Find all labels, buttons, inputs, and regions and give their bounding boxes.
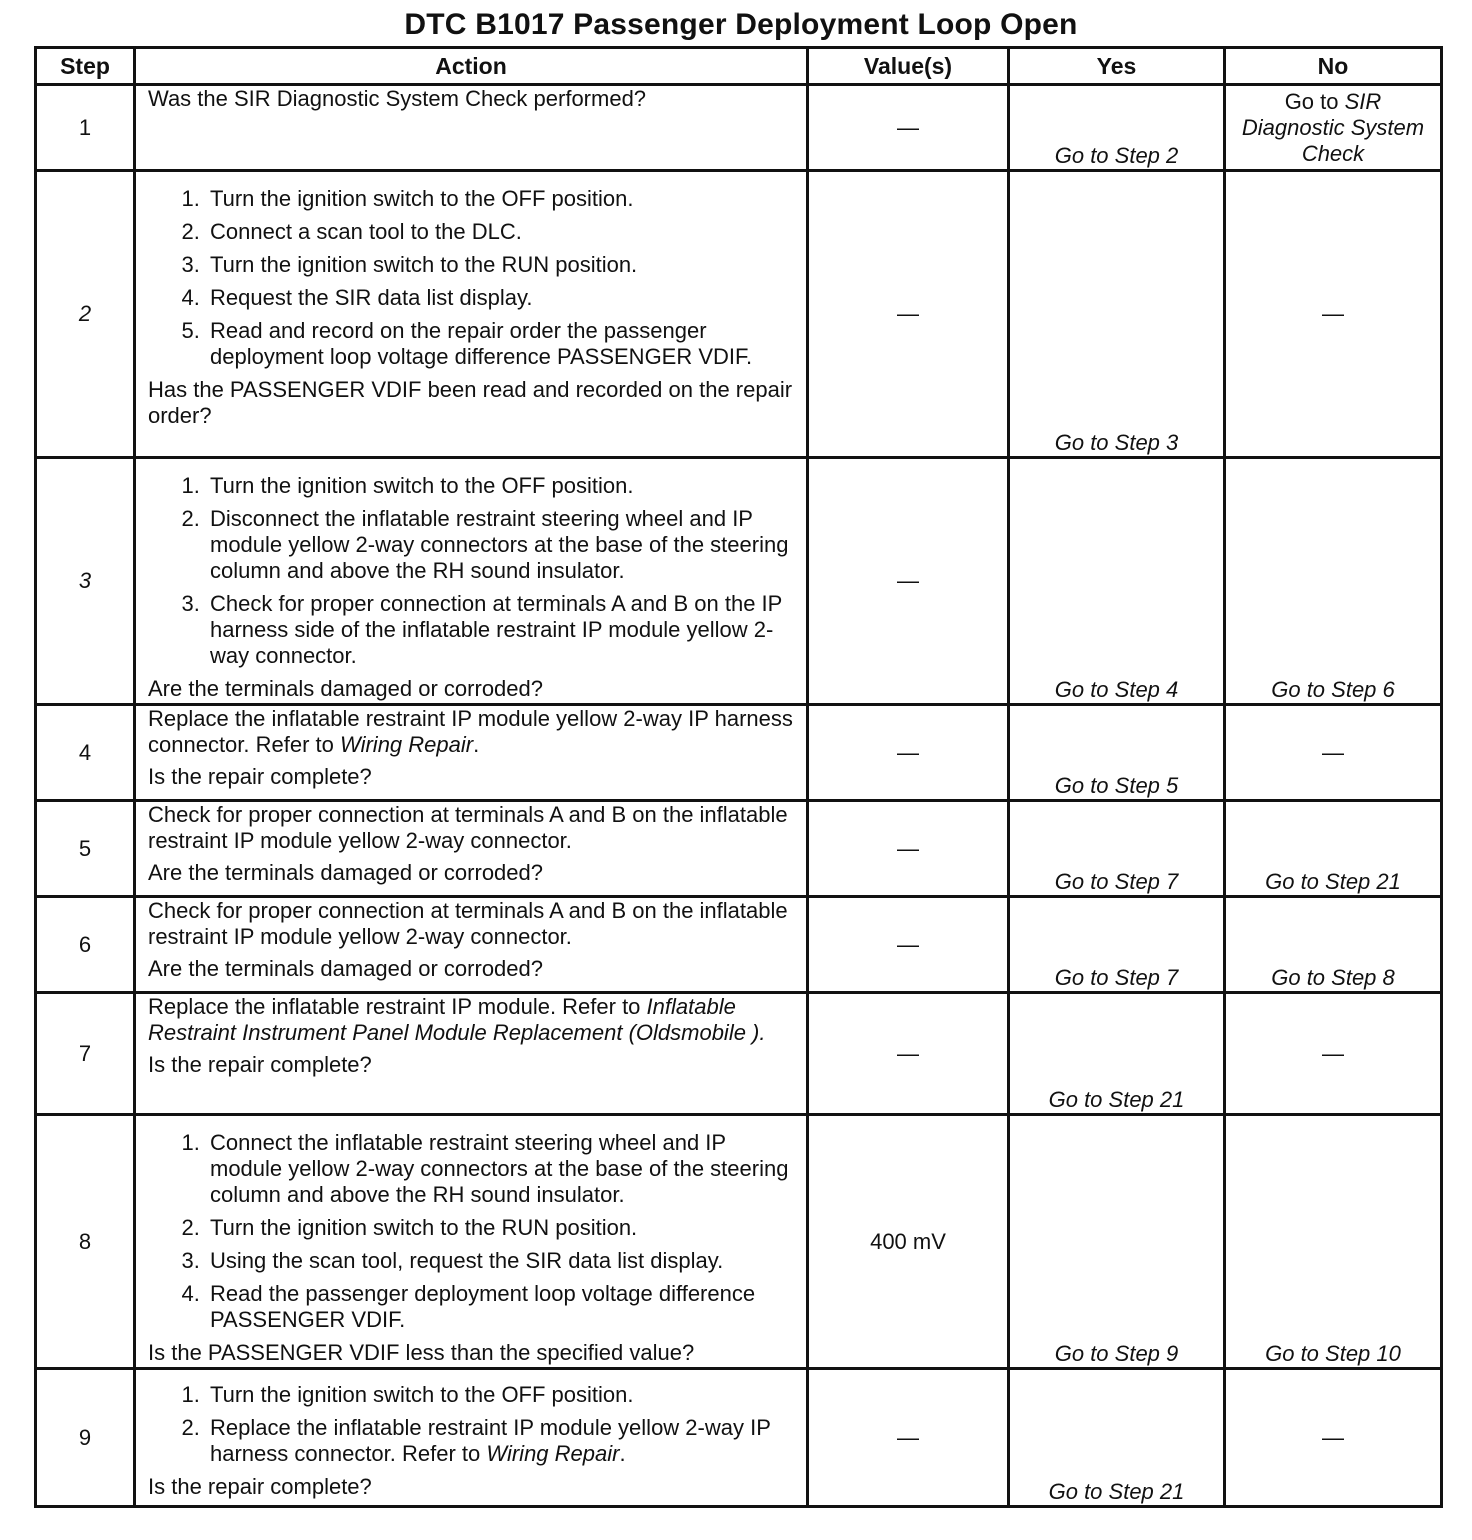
table-row — [36, 85, 1442, 171]
yes-cell: Go to Step 7 — [1009, 897, 1225, 993]
reference-link-text: Wiring Repair — [340, 732, 474, 757]
step-number: 5 — [36, 801, 135, 897]
header-yes: Yes — [1009, 48, 1225, 85]
action-cell — [135, 1369, 808, 1507]
action-cell — [135, 705, 808, 801]
table-row — [36, 801, 1442, 897]
no-prefix: Go to — [1284, 88, 1339, 114]
action-text: Replace the inflatable restraint IP module. Refer to Inflatable Restraint Instrument Panel Module Replacement (Oldsmobile ). — [148, 994, 766, 1045]
list-item: 2. Replace the inflatable restraint IP module yellow 2-way IP harness connector. Refer to Wiring Repair. — [206, 1415, 794, 1467]
reference-link-text: Inflatable Restraint Instrument Panel Module Replacement (Oldsmobile ). — [148, 994, 766, 1045]
value-cell: — — [808, 897, 1009, 993]
yes-cell: Go to Step 21 — [1009, 993, 1225, 1115]
action-question: Are the terminals damaged or corroded? — [148, 676, 543, 701]
no-cell: Go to Step 6 — [1225, 458, 1442, 705]
step-number: 8 — [36, 1115, 135, 1369]
no-cell: Go to Step 10 — [1225, 1115, 1442, 1369]
no-cell: — — [1225, 171, 1442, 458]
header-row — [36, 48, 1442, 85]
header-action: Action — [135, 48, 808, 85]
table-row — [36, 171, 1442, 458]
value-cell: — — [808, 705, 1009, 801]
action-cell — [135, 801, 808, 897]
list-item: 2. Turn the ignition switch to the RUN position. — [206, 1215, 794, 1241]
no-cell: Go to Step 21 — [1225, 801, 1442, 897]
value-cell: — — [808, 1369, 1009, 1507]
action-question: Is the PASSENGER VDIF less than the specified value? — [148, 1340, 695, 1365]
action-question: Are the terminals damaged or corroded? — [148, 860, 543, 885]
yes-cell: Go to Step 4 — [1009, 458, 1225, 705]
value-cell: — — [808, 993, 1009, 1115]
value-cell: — — [808, 85, 1009, 171]
table-row — [36, 993, 1442, 1115]
diagnostic-table — [34, 46, 1443, 1508]
list-item: 3. Check for proper connection at terminals A and B on the IP harness side of the inflatable restraint IP module yellow 2-way connector. — [206, 591, 794, 669]
list-item: 1. Turn the ignition switch to the OFF position. — [206, 1382, 794, 1408]
table-row — [36, 1115, 1442, 1369]
table-row — [36, 1369, 1442, 1507]
list-item: 3. Turn the ignition switch to the RUN position. — [206, 252, 794, 278]
table-row — [36, 458, 1442, 705]
action-text: Check for proper connection at terminals A and B on the inflatable restraint IP module yellow 2-way connector. — [148, 898, 788, 949]
action-cell — [135, 171, 808, 458]
list-item: 4. Request the SIR data list display. — [206, 285, 794, 311]
list-item: 1. Turn the ignition switch to the OFF position. — [206, 473, 794, 499]
yes-cell: Go to Step 21 — [1009, 1369, 1225, 1507]
value-cell: — — [808, 171, 1009, 458]
list-item: 2. Connect a scan tool to the DLC. — [206, 219, 794, 245]
action-text: Replace the inflatable restraint IP module yellow 2-way IP harness connector. Refer to Wiring Repair. — [148, 706, 793, 757]
action-question: Is the repair complete? — [148, 1052, 372, 1077]
action-cell — [135, 1115, 808, 1369]
action-question: Has the PASSENGER VDIF been read and recorded on the repair order? — [148, 377, 793, 428]
yes-cell: Go to Step 2 — [1009, 85, 1225, 171]
document-title: DTC B1017 Passenger Deployment Loop Open — [404, 8, 1078, 41]
no-cell: — — [1225, 1369, 1442, 1507]
action-question: Are the terminals damaged or corroded? — [148, 956, 543, 981]
table-row — [36, 705, 1442, 801]
action-cell — [135, 993, 808, 1115]
action-list — [148, 1130, 794, 1333]
list-item: 4. Read the passenger deployment loop voltage difference PASSENGER VDIF. — [206, 1281, 794, 1333]
action-list — [148, 186, 794, 370]
no-cell: Go to Step 8 — [1225, 897, 1442, 993]
yes-cell: Go to Step 9 — [1009, 1115, 1225, 1369]
action-cell — [135, 458, 808, 705]
step-number: 6 — [36, 897, 135, 993]
no-cell: — — [1225, 993, 1442, 1115]
value-cell: — — [808, 458, 1009, 705]
action-cell — [135, 85, 808, 171]
action-question: Is the repair complete? — [148, 764, 372, 789]
table-row — [36, 897, 1442, 993]
reference-link-text: Wiring Repair — [486, 1441, 620, 1466]
action-list — [148, 1382, 794, 1467]
step-number: 9 — [36, 1369, 135, 1507]
action-text: Check for proper connection at terminals A and B on the inflatable restraint IP module yellow 2-way connector. — [148, 802, 788, 853]
yes-cell: Go to Step 3 — [1009, 171, 1225, 458]
list-item: 5. Read and record on the repair order the passenger deployment loop voltage difference PASSENGER VDIF. — [206, 318, 794, 370]
step-number: 3 — [36, 458, 135, 705]
value-cell: 400 mV — [808, 1115, 1009, 1369]
header-values: Value(s) — [808, 48, 1009, 85]
step-number: 1 — [36, 85, 135, 171]
no-reference: SIR Diagnostic System Check — [1241, 88, 1425, 166]
step-number: 7 — [36, 993, 135, 1115]
list-item: 1. Turn the ignition switch to the OFF position. — [206, 186, 794, 212]
action-list — [148, 473, 794, 669]
step-number: 4 — [36, 705, 135, 801]
action-cell — [135, 897, 808, 993]
header-step: Step — [36, 48, 135, 85]
yes-cell: Go to Step 7 — [1009, 801, 1225, 897]
no-cell — [1225, 85, 1442, 171]
action-question: Was the SIR Diagnostic System Check performed? — [148, 86, 647, 111]
step-number: 2 — [36, 171, 135, 458]
yes-cell: Go to Step 5 — [1009, 705, 1225, 801]
header-no: No — [1225, 48, 1442, 85]
value-cell: — — [808, 801, 1009, 897]
list-item: 3. Using the scan tool, request the SIR data list display. — [206, 1248, 794, 1274]
action-question: Is the repair complete? — [148, 1474, 372, 1499]
list-item: 2. Disconnect the inflatable restraint steering wheel and IP module yellow 2-way connectors at the base of the steering column and above the RH sound insulator. — [206, 506, 794, 584]
no-cell: — — [1225, 705, 1442, 801]
list-item: 1. Connect the inflatable restraint steering wheel and IP module yellow 2-way connectors at the base of the steering column and above the RH sound insulator. — [206, 1130, 794, 1208]
